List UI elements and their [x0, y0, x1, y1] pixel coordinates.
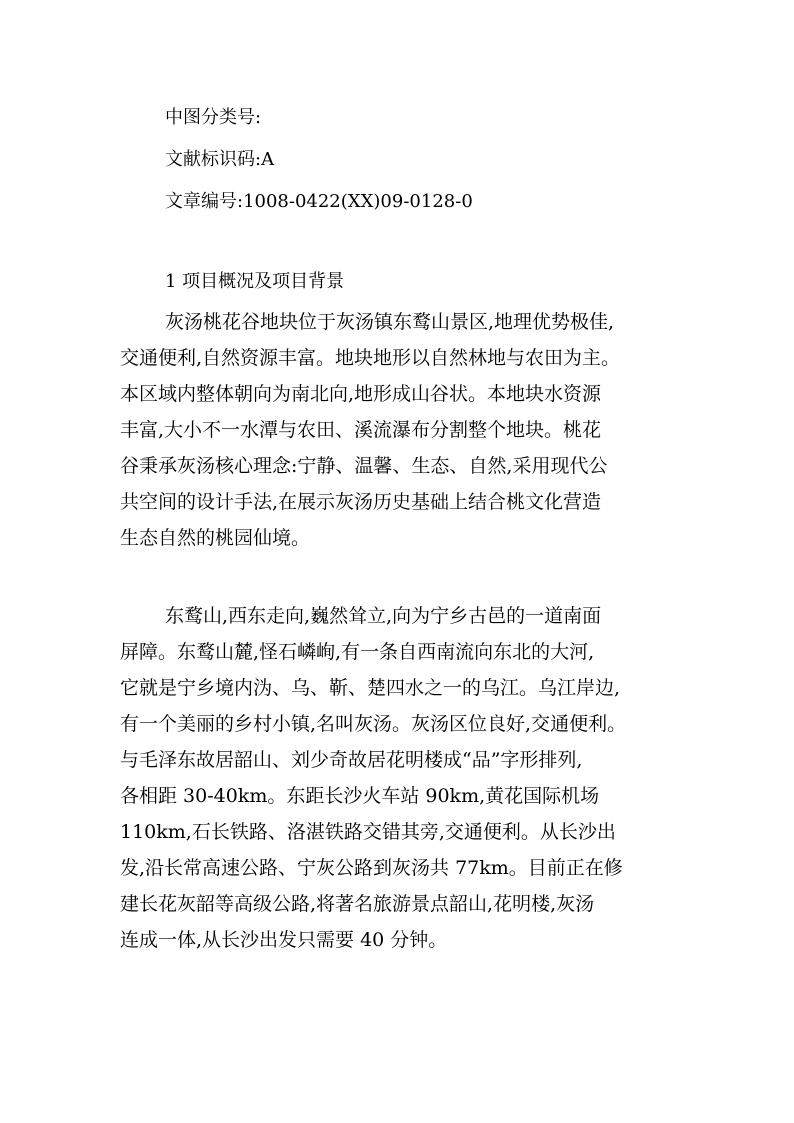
- paragraph-line: 本区域内整体朝向为南北向,地形成山谷状。本地块水资源: [120, 383, 602, 405]
- paragraph-line: 东鹜山,西东走向,巍然耸立,向为宁乡古邑的一道南面: [165, 605, 602, 627]
- document-identifier-code: 文献标识码:A: [165, 149, 275, 170]
- classification-number: 中图分类号:: [165, 107, 262, 128]
- article-number: 文章编号:1008-0422(XX)09-0128-0: [165, 191, 473, 212]
- paragraph-line: 灰汤桃花谷地块位于灰汤镇东鹜山景区,地理优势极佳,: [165, 311, 615, 333]
- paragraph-line: 屏障。东鹜山麓,怪石嶙峋,有一条自西南流向东北的大河,: [120, 641, 595, 663]
- paragraph-line: 谷秉承灰汤核心理念:宁静、温馨、生态、自然,采用现代公: [120, 455, 608, 477]
- paragraph-line: 各相距 30-40km。东距长沙火车站 90km,黄花国际机场: [120, 785, 600, 807]
- paragraph-line: 有一个美丽的乡村小镇,名叫灰汤。灰汤区位良好,交通便利。: [120, 713, 627, 735]
- paragraph-project-overview: [120, 304, 680, 556]
- paragraph-line: 生态自然的桃园仙境。: [120, 527, 311, 549]
- paragraph-line: 连成一体,从长沙出发只需要 40 分钟。: [120, 929, 448, 951]
- section-heading: 1 项目概况及项目背景: [165, 271, 345, 292]
- paragraph-line: 110km,石长铁路、洛湛铁路交错其旁,交通便利。从长沙出: [120, 821, 616, 843]
- paragraph-line: 交通便利,自然资源丰富。地块地形以自然林地与农田为主。: [120, 347, 621, 369]
- paragraph-line: 它就是宁乡境内沩、乌、靳、楚四水之一的乌江。乌江岸边,: [120, 677, 621, 699]
- paragraph-location-background: [120, 598, 680, 958]
- paragraph-line: 发,沿长常高速公路、宁灰公路到灰汤共 77km。目前正在修: [120, 857, 623, 879]
- paragraph-line: 共空间的设计手法,在展示灰汤历史基础上结合桃文化营造: [120, 491, 602, 513]
- paragraph-line: 建长花灰韶等高级公路,将著名旅游景点韶山,花明楼,灰汤: [120, 893, 595, 915]
- paragraph-line: 与毛泽东故居韶山、刘少奇故居花明楼成“品”字形排列,: [120, 749, 583, 771]
- paragraph-line: 丰富,大小不一水潭与农田、溪流瀑布分割整个地块。桃花: [120, 419, 602, 441]
